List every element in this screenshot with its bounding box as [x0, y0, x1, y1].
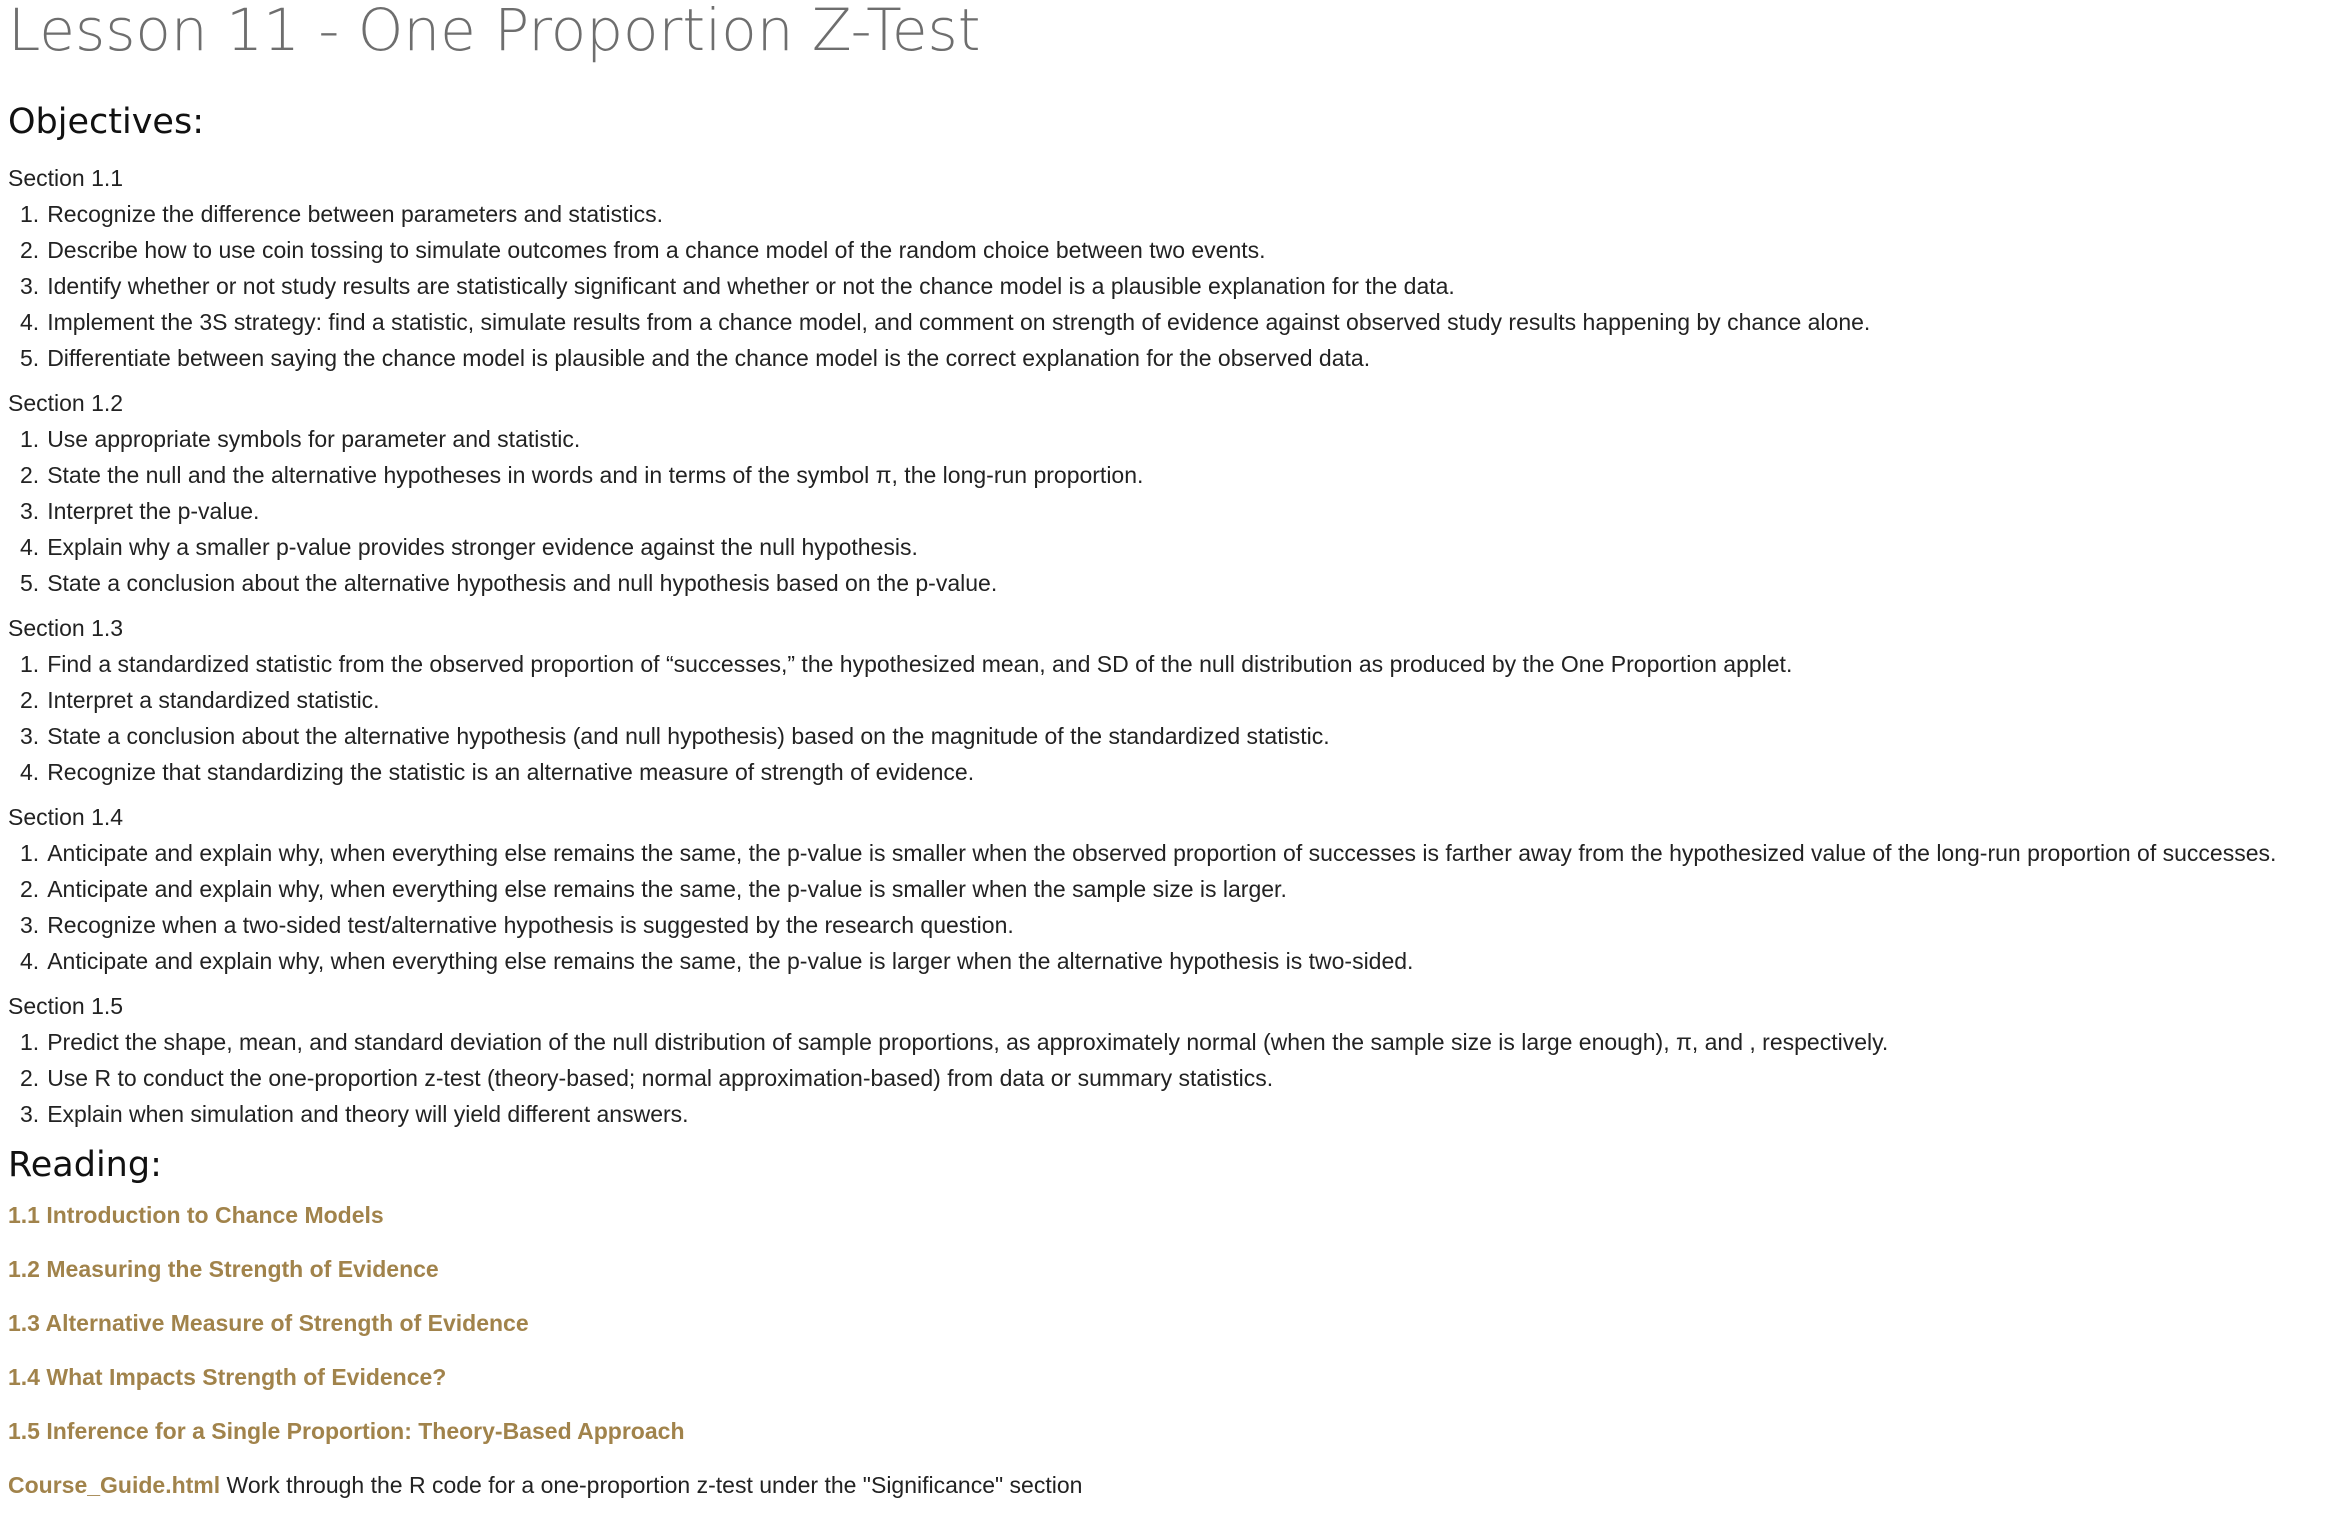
page-title: Lesson 11 - One Proportion Z-Test — [8, 0, 981, 64]
course-guide-note: Work through the R code for a one-proportion z-test under the "Significance" section — [220, 1472, 1083, 1498]
objective-number: 3. — [20, 723, 40, 749]
objective-text: Interpret the p-value. — [47, 498, 260, 524]
objectives-container — [8, 160, 2338, 1132]
section-label: Section 1.4 — [8, 804, 124, 830]
objective-text: Implement the 3S strategy: find a statistic, simulate results from a chance model, and comment on strength of evidence against observed study results happening by chance alone. — [47, 309, 1871, 335]
objective-text: State a conclusion about the alternative hypothesis (and null hypothesis) based on the magnitude of the standardized statistic. — [47, 723, 1330, 749]
objective-item — [8, 304, 2338, 340]
objective-number: 5. — [20, 570, 40, 596]
objective-item — [8, 196, 2338, 232]
objective-list — [8, 646, 2338, 790]
objective-number: 2. — [20, 687, 40, 713]
objective-number: 3. — [20, 912, 40, 938]
objective-text: Differentiate between saying the chance model is plausible and the chance model is the correct explanation for the observed data. — [47, 345, 1371, 371]
objective-text: Explain when simulation and theory will yield different answers. — [47, 1101, 689, 1127]
objective-list — [8, 421, 2338, 601]
course-guide-line — [8, 1469, 2338, 1501]
objective-item — [8, 646, 2338, 682]
section-label: Section 1.3 — [8, 615, 124, 641]
objective-item — [8, 565, 2338, 601]
objective-number: 3. — [20, 273, 40, 299]
objective-number: 2. — [20, 237, 40, 263]
objective-text: Use appropriate symbols for parameter and statistic. — [47, 426, 581, 452]
objective-text: Anticipate and explain why, when everything else remains the same, the p-value is larger when the alternative hypothesis is two-sided. — [47, 948, 1414, 974]
reading-item — [8, 1307, 2338, 1339]
objective-text: Anticipate and explain why, when everything else remains the same, the p-value is smaller when the observed proportion of successes is farther away from the hypothesized value of the long-run proportion of successes. — [47, 840, 2277, 866]
objective-text: Anticipate and explain why, when everything else remains the same, the p-value is smaller when the sample size is larger. — [47, 876, 1287, 902]
objective-item — [8, 529, 2338, 565]
objective-number: 2. — [20, 1065, 40, 1091]
objective-number: 3. — [20, 1101, 40, 1127]
objective-item — [8, 232, 2338, 268]
objective-item — [8, 754, 2338, 790]
reading-heading: Reading: — [8, 1145, 162, 1185]
objective-item — [8, 340, 2338, 376]
objective-text: Find a standardized statistic from the observed proportion of “successes,” the hypothesized mean, and SD of the null distribution as produced by the One Proportion applet. — [47, 651, 1793, 677]
objective-item — [8, 1024, 2338, 1060]
objective-number: 1. — [20, 201, 40, 227]
section-label: Section 1.2 — [8, 390, 124, 416]
objectives-heading: Objectives: — [8, 102, 204, 142]
objective-item — [8, 907, 2338, 943]
objective-section — [8, 610, 2338, 790]
objective-text: Use R to conduct the one-proportion z-test (theory-based; normal approximation-based) from data or summary statistics. — [47, 1065, 1274, 1091]
objective-section — [8, 799, 2338, 979]
objective-text: Interpret a standardized statistic. — [47, 687, 380, 713]
objective-list — [8, 1024, 2338, 1132]
objective-item — [8, 421, 2338, 457]
objective-number: 1. — [20, 1029, 40, 1055]
objective-number: 1. — [20, 651, 40, 677]
reading-item — [8, 1199, 2338, 1231]
objective-number: 2. — [20, 462, 40, 488]
objective-number: 1. — [20, 426, 40, 452]
objective-item — [8, 268, 2338, 304]
objective-item — [8, 682, 2338, 718]
objective-item — [8, 871, 2338, 907]
objective-text: State the null and the alternative hypotheses in words and in terms of the symbol π, the long-run proportion. — [47, 462, 1144, 488]
reading-item — [8, 1361, 2338, 1393]
objective-list — [8, 835, 2338, 979]
objective-number: 4. — [20, 309, 40, 335]
reading-link[interactable]: 1.1 Introduction to Chance Models — [8, 1202, 384, 1228]
objective-number: 4. — [20, 534, 40, 560]
objective-number: 4. — [20, 759, 40, 785]
objective-text: Predict the shape, mean, and standard deviation of the null distribution of sample proportions, as approximately normal (when the sample size is large enough), π, and , respectively. — [47, 1029, 1889, 1055]
section-label: Section 1.5 — [8, 993, 124, 1019]
objective-section — [8, 385, 2338, 601]
objective-item — [8, 493, 2338, 529]
objective-section — [8, 160, 2338, 376]
objective-text: State a conclusion about the alternative hypothesis and null hypothesis based on the p-value. — [47, 570, 998, 596]
reading-link[interactable]: 1.3 Alternative Measure of Strength of Evidence — [8, 1310, 529, 1336]
objective-item — [8, 457, 2338, 493]
objective-item — [8, 718, 2338, 754]
reading-link[interactable]: 1.4 What Impacts Strength of Evidence? — [8, 1364, 447, 1390]
objective-item — [8, 1060, 2338, 1096]
objective-text: Recognize the difference between parameters and statistics. — [47, 201, 663, 227]
objective-number: 5. — [20, 345, 40, 371]
objective-text: Identify whether or not study results are statistically significant and whether or not the chance model is a plausible explanation for the data. — [47, 273, 1455, 299]
objective-text: Recognize when a two-sided test/alternative hypothesis is suggested by the research question. — [47, 912, 1014, 938]
reading-link[interactable]: 1.5 Inference for a Single Proportion: Theory-Based Approach — [8, 1418, 685, 1444]
objective-number: 4. — [20, 948, 40, 974]
reading-item — [8, 1253, 2338, 1285]
objective-text: Describe how to use coin tossing to simulate outcomes from a chance model of the random choice between two events. — [47, 237, 1266, 263]
reading-list — [8, 1199, 2338, 1447]
reading-item — [8, 1415, 2338, 1447]
objective-item — [8, 943, 2338, 979]
objective-number: 3. — [20, 498, 40, 524]
objective-text: Explain why a smaller p-value provides stronger evidence against the null hypothesis. — [47, 534, 918, 560]
objective-text: Recognize that standardizing the statistic is an alternative measure of strength of evidence. — [47, 759, 975, 785]
objective-item — [8, 835, 2338, 871]
objective-number: 2. — [20, 876, 40, 902]
objective-section — [8, 988, 2338, 1132]
objective-number: 1. — [20, 840, 40, 866]
objective-list — [8, 196, 2338, 376]
course-guide-link[interactable]: Course_Guide.html — [8, 1472, 221, 1498]
objective-item — [8, 1096, 2338, 1132]
section-label: Section 1.1 — [8, 165, 124, 191]
reading-link[interactable]: 1.2 Measuring the Strength of Evidence — [8, 1256, 439, 1282]
